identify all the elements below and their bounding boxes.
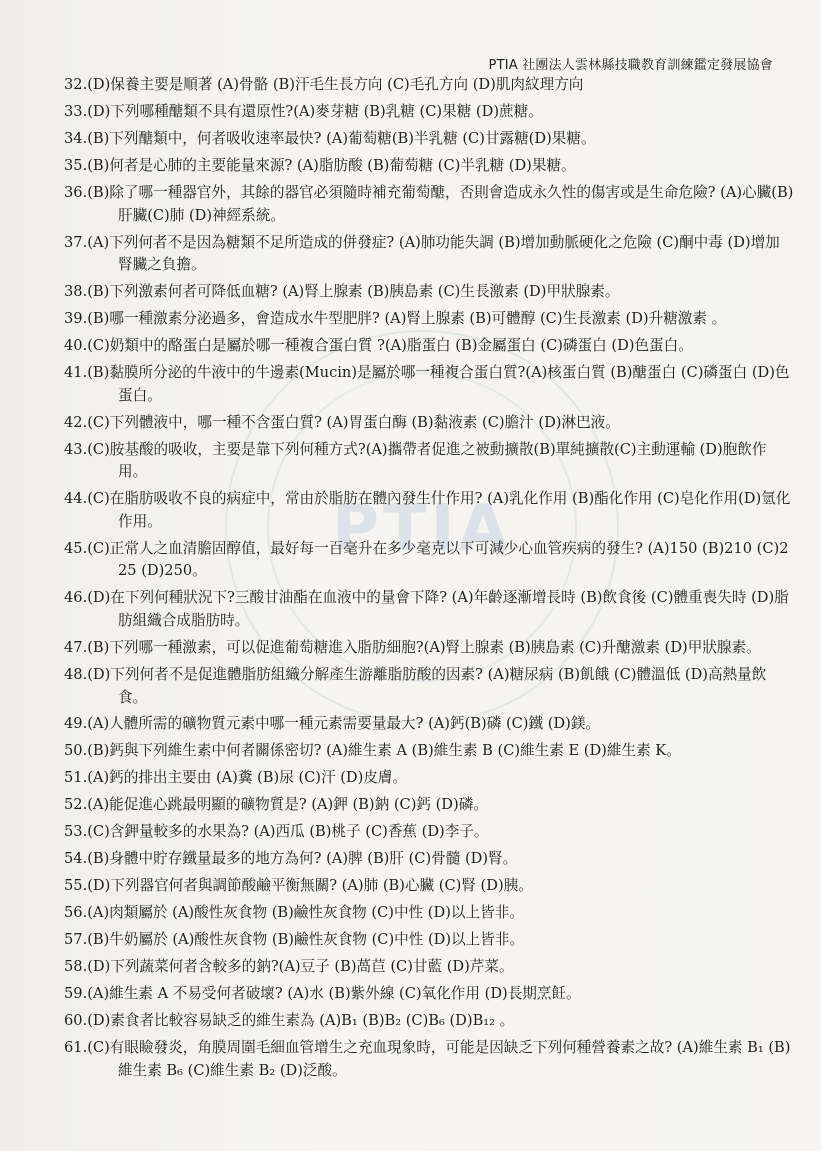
question-text: (D)下列器官何者與調節酸鹼平衡無關? (A)肺 (B)心臟 (C)腎 (D)胰。 [87,877,533,895]
question-number: 39. [64,310,88,328]
question-number: 53. [64,823,88,841]
question-item [64,875,794,898]
question-text: (D)素食者比較容易缺乏的維生素為 (A)B₁ (B)B₂ (C)B₆ (D)B₁₂ 。 [87,1012,515,1030]
question-item [64,412,794,435]
question-item [64,281,794,304]
question-item [64,488,794,533]
question-number: 49. [64,715,88,733]
question-item [64,101,794,124]
question-item [64,929,794,952]
question-number: 35. [64,156,88,174]
question-number: 60. [64,1012,88,1030]
question-item [64,794,794,817]
question-item [64,983,794,1006]
question-text: (C)奶類中的酪蛋白是屬於哪一種複合蛋白質 ?(A)脂蛋白 (B)金屬蛋白 (C)磷蛋白 (D)色蛋白。 [87,337,693,355]
question-number: 48. [64,665,88,683]
question-text: (B)身體中貯存鐵量最多的地方為何? (A)脾 (B)肝 (C)骨髓 (D)腎。 [87,850,518,868]
question-number: 51. [64,769,88,787]
question-text: (A)維生素 A 不易受何者破壞? (A)水 (B)紫外線 (C)氧化作用 (D)長期烹飪。 [87,985,581,1003]
question-number: 34. [64,129,88,147]
watermark-logo-text: PTIA [332,492,512,566]
question-text: (B)黏膜所分泌的牛液中的牛邊素(Mucin)是屬於哪一種複合蛋白質?(A)核蛋白質 (B)醣蛋白 (C)磷蛋白 (D)色蛋白。 [87,364,790,404]
question-item [64,587,794,632]
question-number: 37. [64,233,88,251]
question-item [64,308,794,331]
question-item [64,155,794,178]
question-text: (B)下列哪一種激素，可以促進葡萄糖進入脂肪細胞?(A)腎上腺素 (B)胰島素 (C)升醣激素 (D)甲狀腺素。 [87,638,761,656]
question-number: 54. [64,850,88,868]
question-item [64,740,794,763]
question-number: 36. [64,183,88,201]
question-text: (B)牛奶屬於 (A)酸性灰食物 (B)鹼性灰食物 (C)中性 (D)以上皆非。 [87,931,525,949]
question-text: (D)保養主要是順著 (A)骨骼 (B)汗毛生長方向 (C)毛孔方向 (D)肌肉紋理方向 [87,76,584,93]
question-text: (A)肉類屬於 (A)酸性灰食物 (B)鹼性灰食物 (C)中性 (D)以上皆非。 [87,904,524,922]
question-number: 38. [64,283,88,301]
question-text: (C)在脂肪吸收不良的病症中，常由於脂肪在體內發生什作用? (A)乳化作用 (B)酯化作用 (C)皂化作用(D)氫化作用。 [87,490,791,530]
question-text: (C)有眼瞼發炎，角膜周圍毛細血管增生之充血現象時，可能是因缺乏下列何種營養素之故? (A)維生素 B₁ (B)維生素 B₆ (C)維生素 B₂ (D)泛酸。 [87,1039,791,1079]
question-item [64,821,794,844]
question-item [64,1037,794,1082]
question-item [64,767,794,790]
question-number: 58. [64,958,88,976]
question-text: (B)哪一種激素分泌過多，會造成水牛型肥胖? (A)腎上腺素 (B)可體醇 (C)生長激素 (D)升糖激素 。 [87,310,727,328]
question-text: (A)下列何者不是因為糖類不足所造成的併發症? (A)肺功能失調 (B)增加動脈硬化之危險 (C)酮中毒 (D)增加腎臟之負擔。 [87,233,780,274]
question-item [64,902,794,925]
question-text: (D)下列哪種醣類不具有還原性?(A)麥芽糖 (B)乳糖 (C)果糖 (D)蔗糖。 [87,102,543,120]
question-number: 43. [64,440,88,458]
question-item [64,848,794,871]
question-number: 42. [64,413,88,431]
question-number: 41. [64,364,88,382]
question-item [64,1010,794,1033]
question-item [64,956,794,979]
question-number: 52. [64,796,88,814]
question-number: 33. [64,102,88,120]
question-item [64,182,794,227]
question-text: (B)鈣與下列維生素中何者關係密切? (A)維生素 A (B)維生素 B (C)維生素 E (D)維生素 K。 [87,742,681,760]
question-item [64,538,794,583]
question-item [64,664,794,709]
question-number: 61. [64,1039,88,1057]
question-text: (B)何者是心肺的主要能量來源? (A)脂肪酸 (B)葡萄糖 (C)半乳糖 (D)果糖。 [87,156,576,174]
question-item [64,335,794,358]
question-text: (C)下列體液中，哪一種不含蛋白質? (A)胃蛋白酶 (B)黏液素 (C)膽汁 (D)淋巴液。 [87,413,620,431]
question-number: 50. [64,742,88,760]
page-header: PTIA 社團法人雲林縣技職教育訓練鑑定發展協會 [488,58,773,73]
question-text: (A)能促進心跳最明顯的礦物質是? (A)鉀 (B)鈉 (C)鈣 (D)磷。 [87,796,488,814]
question-text: (D)下列何者不是促進體脂肪組織分解產生游離脂肪酸的因素? (A)糖尿病 (B)飢餓 (C)體溫低 (D)高熱量飲食。 [87,665,767,706]
question-item [64,637,794,660]
question-text: (D)在下列何種狀況下?三酸甘油酯在血液中的量會下降? (A)年齡逐漸增長時 (B)飲食後 (C)體重喪失時 (D)脂肪組織合成脂肪時。 [87,589,789,629]
question-number: 59. [64,985,88,1003]
question-item [64,362,794,407]
question-text: (B)下列激素何者可降低血糖? (A)腎上腺素 (B)胰島素 (C)生長激素 (D)甲狀腺素。 [87,283,620,301]
question-text: (C)正常人之血清膽固醇值，最好每一百毫升在多少毫克以下可減少心血管疾病的發生? (A)150 (B)210 (C)225 (D)250。 [87,539,789,580]
question-text: (C)胺基酸的吸收，主要是靠下列何種方式?(A)攜帶者促進之被動擴散(B)單純擴散(C)主動運輸 (D)胞飲作用。 [87,440,767,481]
question-number: 55. [64,877,88,895]
question-number: 56. [64,904,88,922]
question-item [64,713,794,736]
question-text: (A)人體所需的礦物質元素中哪一種元素需要量最大? (A)鈣(B)磷 (C)鐵 (D)鎂。 [87,715,601,733]
question-item [64,439,794,484]
question-item [64,232,794,277]
question-number: 57. [64,931,88,949]
question-text: (D)下列蔬菜何者含較多的鈉?(A)豆子 (B)萵苣 (C)甘藍 (D)芹菜。 [87,958,514,976]
question-number: 47. [64,638,88,656]
question-number: 45. [64,539,88,557]
question-item [64,74,794,97]
question-text: (A)鈣的排出主要由 (A)糞 (B)尿 (C)汗 (D)皮膚。 [87,769,408,787]
question-number: 32. [64,76,88,93]
question-text: (B)除了哪一種器官外，其餘的器官必須隨時補充葡萄醣，否則會造成永久性的傷害或是生命危險? (A)心臟(B)肝臟(C)肺 (D)神經系統。 [87,183,794,224]
question-number: 46. [64,589,88,607]
question-list [64,74,794,1087]
question-number: 44. [64,490,88,508]
question-number: 40. [64,337,88,355]
question-text: (B)下列醣類中，何者吸收速率最快? (A)葡萄糖(B)半乳糖 (C)甘露糖(D)果糖。 [87,129,596,147]
question-item [64,128,794,151]
question-text: (C)含鉀量較多的水果為? (A)西瓜 (B)桃子 (C)香蕉 (D)李子。 [87,823,489,841]
